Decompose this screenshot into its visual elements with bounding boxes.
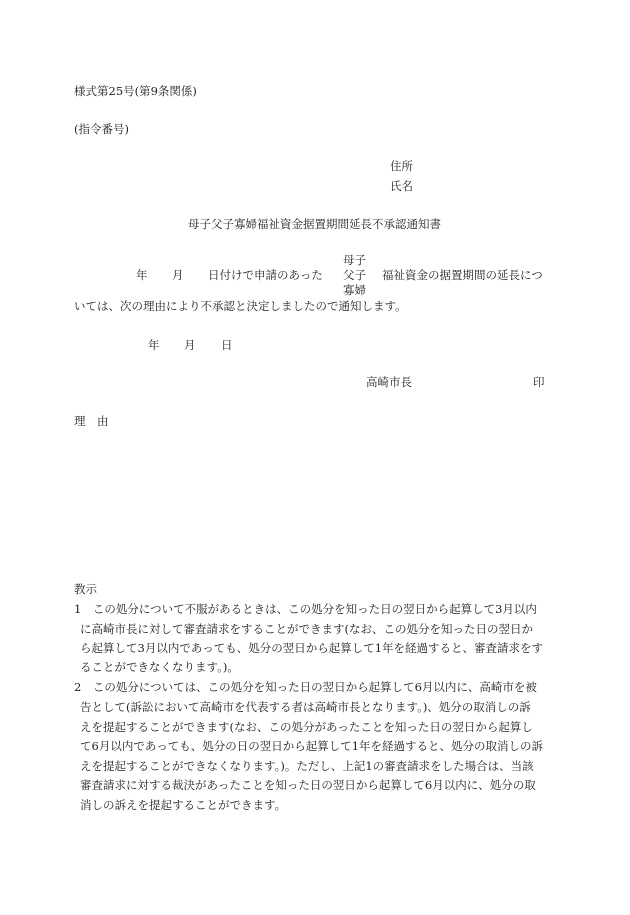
form-number: 様式第25号(第9条関係) [74, 84, 197, 98]
instruction-line: ることができなくなります。)。 [80, 660, 239, 674]
instruction-line: 消しの訴えを提起することができます。 [80, 798, 287, 812]
body-line1-tail: 福祉資金の据置期間の延長につ [382, 268, 543, 282]
reason-label: 理 由 [74, 414, 109, 428]
instruction-heading: 教示 [74, 582, 97, 596]
instruction-line: 2 この処分については、この処分を知った日の翌日から起算して6月以内に、高崎市を被 [74, 680, 537, 694]
name-label: 氏名 [390, 179, 413, 193]
instruction-line: えを提起することができなくなります。)。ただし、上記1の審査請求をした場合は、当該 [80, 759, 534, 773]
instruction-line: て6月以内であっても、処分の日の翌日から起算して1年を経過すると、処分の取消しの訴 [80, 739, 544, 753]
instruction-line: 1 この処分について不服があるときは、この処分を知った日の翌日から起算して3月以内 [74, 602, 537, 616]
instruction-line: 審査請求に対する裁決があったことを知った日の翌日から起算して6月以内に、処分の取 [80, 778, 536, 792]
instruction-line: えを提起することができます(なお、この処分があったことを知った日の翌日から起算し [80, 720, 533, 734]
issuer: 高崎市長 [366, 375, 412, 389]
date-month: 月 [184, 338, 196, 352]
instruction-line: に高崎市長に対して審査請求をすることができます(なお、この処分を知った日の翌日か [80, 622, 533, 636]
instruction-line: ら起算して3月以内であっても、処分の翌日から起算して1年を経過すると、審査請求をす [80, 641, 544, 655]
body-line2: いては、次の理由により不承認と決定しましたので通知します。 [74, 299, 407, 313]
seal-mark: 印 [533, 375, 545, 389]
body-year: 年 [136, 268, 148, 282]
option-fushi: 父子 [343, 268, 366, 282]
date-day: 日 [221, 338, 233, 352]
option-kafu: 寡婦 [343, 283, 366, 297]
date-year: 年 [148, 338, 160, 352]
address-label: 住所 [390, 159, 413, 173]
document-title: 母子父子寡婦福祉資金据置期間延長不承認通知書 [188, 217, 441, 231]
instruction-line: 告として(訴訟において高崎市を代表する者は高崎市長となります。)、処分の取消しの訴 [80, 700, 531, 714]
option-boshi: 母子 [343, 253, 366, 267]
body-month: 月 [172, 268, 184, 282]
body-dated-application: 日付けで申請のあった [208, 268, 323, 282]
order-number: (指令番号) [74, 122, 129, 136]
